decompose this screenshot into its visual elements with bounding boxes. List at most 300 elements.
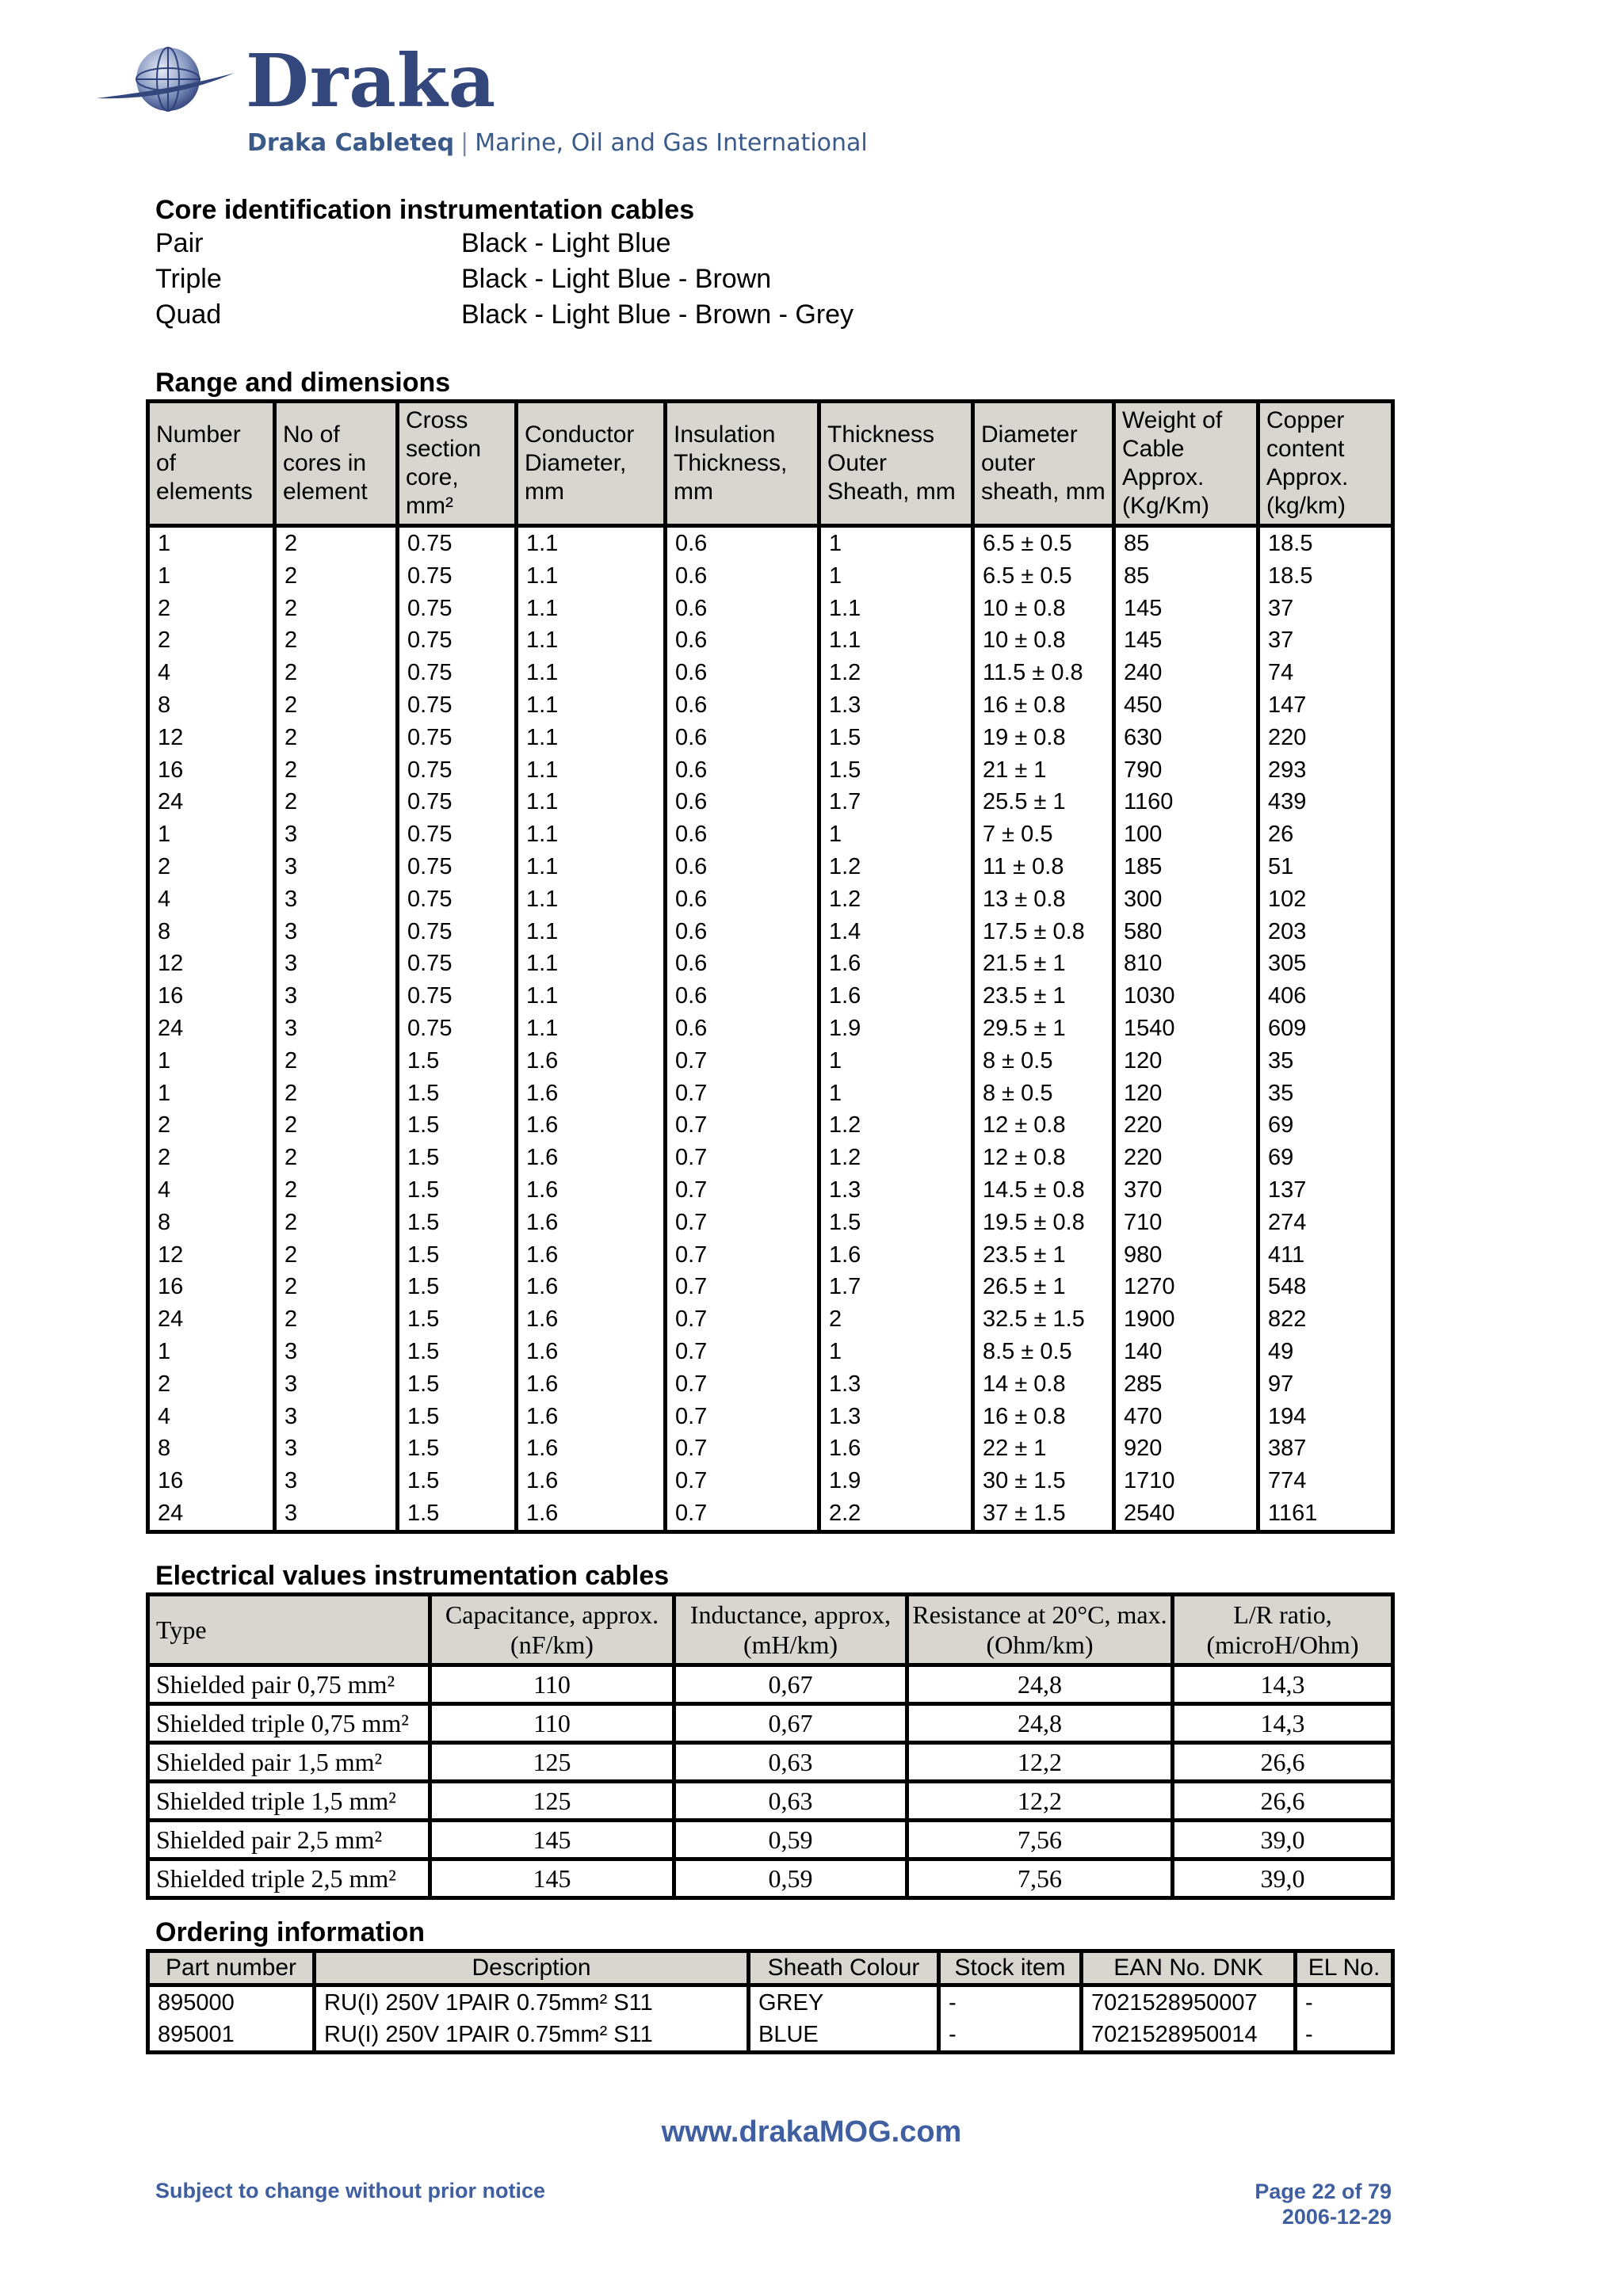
table-cell: 2: [148, 1109, 275, 1142]
table-cell: 0.75: [398, 1013, 517, 1045]
table-cell: 2: [148, 1368, 275, 1401]
table-cell: 1.6: [819, 948, 973, 980]
table-cell: 8.5 ± 0.5: [973, 1336, 1114, 1368]
table-cell: 3: [275, 883, 398, 916]
table-cell: 0.7: [666, 1239, 819, 1272]
table-cell: 1.2: [819, 883, 973, 916]
table-cell: 0.6: [666, 980, 819, 1013]
table-cell: 2: [275, 1077, 398, 1110]
table-cell: 0.6: [666, 916, 819, 948]
table-cell: 1.6: [517, 1465, 666, 1497]
table-row: [148, 1859, 1393, 1898]
table-cell: 23.5 ± 1: [973, 980, 1114, 1013]
table-cell: 0.6: [666, 593, 819, 625]
table-cell: 0.75: [398, 916, 517, 948]
table-cell: Shielded triple 0,75 mm²: [148, 1704, 430, 1743]
table-cell: 1.1: [517, 657, 666, 689]
table-cell: 0.75: [398, 689, 517, 722]
table-cell: 24: [148, 786, 275, 818]
table-cell: 6.5 ± 0.5: [973, 526, 1114, 560]
table-cell: 39,0: [1173, 1859, 1393, 1898]
table-row: [148, 1174, 1393, 1207]
table-cell: 548: [1258, 1271, 1393, 1303]
table-cell: 0.7: [666, 1109, 819, 1142]
table-cell: 1.7: [819, 1271, 973, 1303]
table-cell: 145: [1114, 624, 1258, 657]
table-cell: 194: [1258, 1401, 1393, 1433]
table-cell: 0.75: [398, 657, 517, 689]
table-cell: 0.7: [666, 1142, 819, 1174]
table-cell: 1.6: [517, 1077, 666, 1110]
table-row: [148, 560, 1393, 593]
ordering-title: Ordering information: [155, 1917, 425, 1947]
table-cell: 8: [148, 1432, 275, 1465]
table-row: [148, 1271, 1393, 1303]
table-cell: 406: [1258, 980, 1393, 1013]
table-cell: 1.3: [819, 1368, 973, 1401]
table-cell: 16 ± 0.8: [973, 689, 1114, 722]
table-cell: 37 ± 1.5: [973, 1497, 1114, 1531]
table-cell: 12: [148, 1239, 275, 1272]
table-cell: 1.6: [819, 1432, 973, 1465]
col-header: L/R ratio, (microH/Ohm): [1173, 1595, 1393, 1665]
table-cell: 0.6: [666, 883, 819, 916]
table-cell: 8 ± 0.5: [973, 1077, 1114, 1110]
col-header: Description: [315, 1951, 749, 1985]
table-cell: 14,3: [1173, 1665, 1393, 1704]
table-cell: -: [939, 1985, 1082, 2019]
col-header: EAN No. DNK: [1082, 1951, 1296, 1985]
table-cell: 0,59: [674, 1859, 907, 1898]
table-cell: 1.1: [517, 916, 666, 948]
table-cell: 120: [1114, 1045, 1258, 1077]
table-cell: 14.5 ± 0.8: [973, 1174, 1114, 1207]
table-cell: 1.6: [517, 1109, 666, 1142]
table-cell: 2: [148, 1142, 275, 1174]
table-cell: 2: [148, 624, 275, 657]
table-row: [148, 1821, 1393, 1859]
table-cell: 37: [1258, 593, 1393, 625]
col-header: Number of elements: [148, 402, 275, 526]
table-cell: 2: [275, 657, 398, 689]
col-header: Weight of Cable Approx. (Kg/Km): [1114, 402, 1258, 526]
table-cell: 7021528950014: [1082, 2019, 1296, 2053]
table-cell: 12,2: [907, 1743, 1173, 1782]
core-label: Triple: [155, 264, 222, 294]
table-cell: 1.1: [517, 754, 666, 787]
table-row: [148, 818, 1393, 851]
table-cell: 1.5: [398, 1465, 517, 1497]
table-cell: 22 ± 1: [973, 1432, 1114, 1465]
table-cell: 19 ± 0.8: [973, 722, 1114, 754]
table-cell: 10 ± 0.8: [973, 624, 1114, 657]
table-cell: 185: [1114, 851, 1258, 883]
table-cell: 0.6: [666, 560, 819, 593]
table-cell: 0,63: [674, 1743, 907, 1782]
table-cell: 1.5: [398, 1303, 517, 1336]
range-header-row: [148, 402, 1393, 526]
table-cell: 0.75: [398, 754, 517, 787]
table-cell: 16: [148, 1465, 275, 1497]
table-cell: 0.6: [666, 1013, 819, 1045]
table-cell: 35: [1258, 1077, 1393, 1110]
table-cell: 0.75: [398, 948, 517, 980]
table-row: [148, 1077, 1393, 1110]
table-cell: 1.1: [517, 980, 666, 1013]
table-cell: 3: [275, 818, 398, 851]
table-cell: 4: [148, 657, 275, 689]
brand-division: [247, 129, 868, 157]
table-cell: 1.3: [819, 689, 973, 722]
table-cell: 609: [1258, 1013, 1393, 1045]
table-cell: 1540: [1114, 1013, 1258, 1045]
table-cell: 1.6: [517, 1432, 666, 1465]
table-cell: 3: [275, 980, 398, 1013]
table-row: [148, 1782, 1393, 1821]
table-cell: 4: [148, 1174, 275, 1207]
table-cell: 16: [148, 754, 275, 787]
table-cell: 1030: [1114, 980, 1258, 1013]
table-row: [148, 1432, 1393, 1465]
table-cell: 24,8: [907, 1704, 1173, 1743]
table-cell: 895000: [148, 1985, 315, 2019]
table-cell: 0.7: [666, 1432, 819, 1465]
table-cell: 1.1: [517, 624, 666, 657]
table-cell: 137: [1258, 1174, 1393, 1207]
table-cell: 0.6: [666, 722, 819, 754]
table-cell: 300: [1114, 883, 1258, 916]
table-cell: 2: [275, 593, 398, 625]
table-cell: 1.1: [517, 593, 666, 625]
table-cell: 1.6: [517, 1142, 666, 1174]
table-cell: 0.6: [666, 786, 819, 818]
col-header: Capacitance, approx. (nF/km): [430, 1595, 674, 1665]
table-cell: 3: [275, 1401, 398, 1433]
table-cell: 30 ± 1.5: [973, 1465, 1114, 1497]
table-cell: GREY: [749, 1985, 939, 2019]
table-cell: 1.1: [517, 722, 666, 754]
table-cell: 2: [275, 1271, 398, 1303]
table-cell: 12 ± 0.8: [973, 1109, 1114, 1142]
table-cell: 24,8: [907, 1665, 1173, 1704]
table-cell: 1.5: [398, 1174, 517, 1207]
table-cell: 0.7: [666, 1271, 819, 1303]
table-cell: 2: [148, 851, 275, 883]
table-cell: 1.2: [819, 1142, 973, 1174]
table-row: [148, 526, 1393, 560]
col-header: Sheath Colour: [749, 1951, 939, 1985]
table-cell: 1.6: [517, 1497, 666, 1531]
table-cell: 21 ± 1: [973, 754, 1114, 787]
col-header: Cross section core, mm²: [398, 402, 517, 526]
table-cell: 0.75: [398, 722, 517, 754]
col-header: Conductor Diameter, mm: [517, 402, 666, 526]
table-cell: Shielded pair 2,5 mm²: [148, 1821, 430, 1859]
table-row: [148, 1368, 1393, 1401]
table-row: [148, 722, 1393, 754]
table-cell: RU(I) 250V 1PAIR 0.75mm² S11: [315, 1985, 749, 2019]
table-cell: 3: [275, 1368, 398, 1401]
table-cell: 1.6: [517, 1174, 666, 1207]
table-cell: 1.5: [398, 1142, 517, 1174]
core-row-triple: [155, 264, 772, 294]
range-table: [146, 399, 1395, 1534]
table-cell: 1.5: [398, 1077, 517, 1110]
ordering-header-row: [148, 1951, 1393, 1985]
table-cell: 24: [148, 1303, 275, 1336]
table-row: [148, 624, 1393, 657]
table-cell: 2: [275, 1303, 398, 1336]
table-cell: 0.75: [398, 786, 517, 818]
table-cell: 1270: [1114, 1271, 1258, 1303]
table-cell: 1: [819, 1045, 973, 1077]
table-cell: 370: [1114, 1174, 1258, 1207]
table-cell: 240: [1114, 657, 1258, 689]
table-cell: 8: [148, 1207, 275, 1239]
table-cell: 49: [1258, 1336, 1393, 1368]
table-cell: 305: [1258, 948, 1393, 980]
table-cell: 387: [1258, 1432, 1393, 1465]
electrical-header-row: [148, 1595, 1393, 1665]
table-cell: 822: [1258, 1303, 1393, 1336]
table-cell: 2: [275, 754, 398, 787]
table-cell: 1.5: [819, 722, 973, 754]
footer-page-info: [1254, 2179, 1392, 2229]
table-cell: 0.75: [398, 560, 517, 593]
table-cell: 1.5: [398, 1239, 517, 1272]
table-cell: 74: [1258, 657, 1393, 689]
table-cell: 0.7: [666, 1174, 819, 1207]
table-cell: 1.5: [398, 1045, 517, 1077]
table-cell: 7 ± 0.5: [973, 818, 1114, 851]
table-cell: 1.5: [819, 754, 973, 787]
table-cell: 16: [148, 1271, 275, 1303]
table-cell: 1.6: [517, 1207, 666, 1239]
table-cell: 4: [148, 883, 275, 916]
table-cell: 293: [1258, 754, 1393, 787]
table-row: [148, 883, 1393, 916]
table-cell: 1.1: [517, 883, 666, 916]
table-cell: 7021528950007: [1082, 1985, 1296, 2019]
table-row: [148, 689, 1393, 722]
electrical-table: [146, 1592, 1395, 1900]
table-cell: 25.5 ± 1: [973, 786, 1114, 818]
table-cell: 220: [1258, 722, 1393, 754]
table-cell: 97: [1258, 1368, 1393, 1401]
table-cell: 1.1: [819, 624, 973, 657]
draka-logo: [95, 38, 872, 168]
table-cell: 12: [148, 722, 275, 754]
table-cell: Shielded triple 1,5 mm²: [148, 1782, 430, 1821]
table-cell: 2: [275, 689, 398, 722]
table-cell: 1.9: [819, 1013, 973, 1045]
range-title: Range and dimensions: [155, 368, 451, 398]
table-cell: 2: [275, 624, 398, 657]
table-cell: 1.9: [819, 1465, 973, 1497]
table-cell: 32.5 ± 1.5: [973, 1303, 1114, 1336]
table-cell: 2: [275, 560, 398, 593]
core-colours: Black - Light Blue: [461, 228, 671, 258]
table-cell: 1: [819, 560, 973, 593]
table-cell: 7,56: [907, 1859, 1173, 1898]
table-cell: 411: [1258, 1239, 1393, 1272]
table-cell: 0.7: [666, 1045, 819, 1077]
table-cell: 1.1: [819, 593, 973, 625]
table-cell: 1.1: [517, 1013, 666, 1045]
table-cell: 69: [1258, 1109, 1393, 1142]
table-cell: 0.6: [666, 851, 819, 883]
table-row: [148, 1207, 1393, 1239]
table-cell: 8: [148, 916, 275, 948]
table-cell: 1.6: [517, 1303, 666, 1336]
table-row: [148, 1665, 1393, 1704]
table-cell: 85: [1114, 560, 1258, 593]
table-row: [148, 1497, 1393, 1531]
col-header: Resistance at 20°C, max. (Ohm/km): [907, 1595, 1173, 1665]
table-cell: 2: [275, 786, 398, 818]
table-cell: BLUE: [749, 2019, 939, 2053]
table-cell: 26.5 ± 1: [973, 1271, 1114, 1303]
website-link[interactable]: www.drakaMOG.com: [661, 2115, 962, 2149]
table-cell: 1.4: [819, 916, 973, 948]
table-cell: 0.6: [666, 948, 819, 980]
table-cell: 1.1: [517, 526, 666, 560]
table-cell: 11 ± 0.8: [973, 851, 1114, 883]
table-cell: 100: [1114, 818, 1258, 851]
table-cell: -: [939, 2019, 1082, 2053]
table-cell: 35: [1258, 1045, 1393, 1077]
table-cell: 3: [275, 948, 398, 980]
table-row: [148, 593, 1393, 625]
table-cell: 274: [1258, 1207, 1393, 1239]
table-cell: 14,3: [1173, 1704, 1393, 1743]
table-row: [148, 1303, 1393, 1336]
core-colours: Black - Light Blue - Brown - Grey: [461, 299, 854, 330]
col-header: No of cores in element: [275, 402, 398, 526]
table-row: [148, 1013, 1393, 1045]
table-cell: 0.6: [666, 657, 819, 689]
col-header: Insulation Thickness, mm: [666, 402, 819, 526]
table-cell: 4: [148, 1401, 275, 1433]
table-cell: 810: [1114, 948, 1258, 980]
table-row: [148, 851, 1393, 883]
table-cell: 1.5: [398, 1109, 517, 1142]
table-cell: 145: [430, 1859, 674, 1898]
table-row: [148, 948, 1393, 980]
table-cell: 102: [1258, 883, 1393, 916]
table-cell: 470: [1114, 1401, 1258, 1433]
table-cell: 1.5: [398, 1271, 517, 1303]
table-cell: 37: [1258, 624, 1393, 657]
table-cell: 0.75: [398, 593, 517, 625]
table-cell: 3: [275, 1465, 398, 1497]
table-row: [148, 754, 1393, 787]
table-cell: 1: [819, 1336, 973, 1368]
table-cell: -: [1296, 2019, 1393, 2053]
table-cell: 1.5: [398, 1207, 517, 1239]
table-cell: 0,63: [674, 1782, 907, 1821]
table-cell: 26,6: [1173, 1743, 1393, 1782]
col-header: EL No.: [1296, 1951, 1393, 1985]
table-cell: 1: [819, 1077, 973, 1110]
table-cell: 2540: [1114, 1497, 1258, 1531]
core-row-pair: [155, 228, 671, 258]
table-cell: 18.5: [1258, 560, 1393, 593]
table-cell: 1.6: [517, 1271, 666, 1303]
table-cell: 24: [148, 1497, 275, 1531]
table-row: [148, 1239, 1393, 1272]
table-cell: 2: [275, 1142, 398, 1174]
table-cell: 1.1: [517, 851, 666, 883]
table-row: [148, 1336, 1393, 1368]
table-row: [148, 1465, 1393, 1497]
table-cell: 24: [148, 1013, 275, 1045]
table-cell: 2: [819, 1303, 973, 1336]
table-cell: 1.6: [819, 980, 973, 1013]
table-cell: 2.2: [819, 1497, 973, 1531]
table-cell: 12,2: [907, 1782, 1173, 1821]
table-cell: RU(I) 250V 1PAIR 0.75mm² S11: [315, 2019, 749, 2053]
table-cell: 18.5: [1258, 526, 1393, 560]
table-cell: 2: [275, 1174, 398, 1207]
table-cell: 0.7: [666, 1303, 819, 1336]
table-row: [148, 980, 1393, 1013]
table-cell: 1.6: [517, 1239, 666, 1272]
table-cell: 1: [148, 560, 275, 593]
table-cell: 1: [148, 526, 275, 560]
table-cell: 0.7: [666, 1497, 819, 1531]
footer-notice: Subject to change without prior notice: [155, 2179, 546, 2203]
table-cell: 147: [1258, 689, 1393, 722]
table-cell: 1.1: [517, 818, 666, 851]
table-cell: Shielded pair 0,75 mm²: [148, 1665, 430, 1704]
table-cell: 26,6: [1173, 1782, 1393, 1821]
table-cell: 285: [1114, 1368, 1258, 1401]
division-name: Draka Cableteq: [247, 129, 455, 157]
table-cell: 1.1: [517, 689, 666, 722]
table-cell: 145: [1114, 593, 1258, 625]
table-cell: 1.2: [819, 851, 973, 883]
table-cell: 10 ± 0.8: [973, 593, 1114, 625]
table-cell: 0.6: [666, 526, 819, 560]
table-cell: 51: [1258, 851, 1393, 883]
table-cell: 0.6: [666, 754, 819, 787]
table-cell: 2: [275, 722, 398, 754]
table-cell: 1.7: [819, 786, 973, 818]
table-cell: 1: [148, 1045, 275, 1077]
table-cell: 2: [275, 1045, 398, 1077]
col-header: Thickness Outer Sheath, mm: [819, 402, 973, 526]
table-cell: 1.1: [517, 560, 666, 593]
table-cell: Shielded triple 2,5 mm²: [148, 1859, 430, 1898]
table-cell: 12 ± 0.8: [973, 1142, 1114, 1174]
table-cell: 3: [275, 1432, 398, 1465]
table-cell: 21.5 ± 1: [973, 948, 1114, 980]
table-cell: 0.6: [666, 624, 819, 657]
table-cell: 0.7: [666, 1401, 819, 1433]
core-label: Quad: [155, 299, 222, 330]
table-cell: 110: [430, 1704, 674, 1743]
table-cell: 0.6: [666, 818, 819, 851]
col-header: Stock item: [939, 1951, 1082, 1985]
table-cell: 120: [1114, 1077, 1258, 1110]
table-cell: 1.5: [819, 1207, 973, 1239]
table-cell: 3: [275, 916, 398, 948]
table-cell: 3: [275, 1336, 398, 1368]
table-cell: 1: [148, 1336, 275, 1368]
col-header: Type: [148, 1595, 430, 1665]
table-row: [148, 1109, 1393, 1142]
